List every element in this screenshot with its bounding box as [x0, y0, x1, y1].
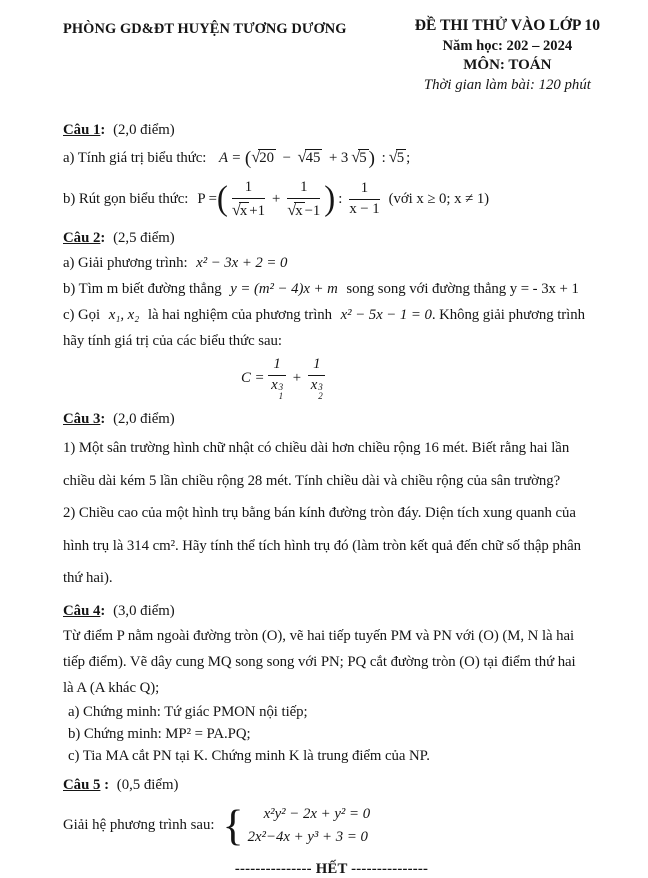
- sqrt-sign: √: [251, 147, 261, 167]
- close-paren: ): [368, 148, 375, 170]
- radicand: x: [295, 202, 303, 219]
- radicand: x: [239, 202, 248, 219]
- q5-heading: [63, 774, 600, 796]
- exam-header-block: [415, 16, 600, 95]
- q4-item-c: c) Tia MA cắt PN tại K. Chứng minh K là trung điểm của NP.: [68, 748, 430, 765]
- var-x: x: [271, 376, 278, 393]
- fraction-2: [287, 179, 320, 221]
- q3-part1-line2: chiều dài kém 5 lần chiều rộng 28 mét. Tính chiều dài và chiều rộng của sân trường?: [63, 472, 561, 489]
- department-name: PHÒNG GD&ĐT HUYỆN TƯƠNG DƯƠNG: [63, 21, 347, 37]
- q1a-line: [63, 144, 600, 173]
- den-tail: −1: [304, 202, 321, 219]
- numerator: 1: [287, 179, 320, 199]
- divide-colon: :: [381, 150, 386, 167]
- q2a-prompt: a) Giải phương trình:: [63, 255, 188, 272]
- c-lhs: C =: [241, 369, 265, 386]
- q4-heading: [63, 600, 600, 622]
- q3-colon: :: [100, 410, 106, 427]
- q4-item-b: b) Chứng minh: MP² = PA.PQ;: [68, 725, 251, 742]
- q2b-equation: y = (m² − 4)x + m: [230, 281, 338, 298]
- equation-system: [248, 803, 371, 849]
- q2b-line: [63, 278, 600, 301]
- sqrt-sign: √: [297, 147, 307, 167]
- q2b-pre: b) Tìm m biết đường thẳng: [63, 281, 222, 298]
- plus-op: +: [292, 369, 302, 386]
- q1b-prompt: b) Rút gọn biểu thức:: [63, 191, 189, 208]
- big-open-paren: (: [216, 180, 228, 218]
- numerator: 1: [268, 356, 285, 376]
- q2a-line: [63, 252, 600, 275]
- fraction-x2: [308, 356, 325, 401]
- denominator: [232, 199, 265, 221]
- q5-system-line: [63, 803, 600, 849]
- radicand: 5: [359, 150, 367, 167]
- duration-line: Thời gian làm bài: 120 phút: [423, 76, 591, 93]
- q2c-line1: [63, 304, 600, 327]
- index: 2: [318, 391, 323, 402]
- minus-op: −: [282, 150, 291, 167]
- sqrt-sign: √: [351, 147, 361, 167]
- q3-part2-line2: hình trụ là 314 cm². Hãy tính thể tích hình trụ đó (làm tròn kết quả đến chữ số thập phân: [63, 537, 581, 554]
- q4-label: Câu 4: [63, 602, 101, 619]
- q4-intro-line2: tiếp điểm). Vẽ dây cung MQ song song với PN; PQ cắt đường tròn (O) tại điểm thứ hai: [63, 653, 576, 670]
- q4-colon: :: [100, 602, 106, 619]
- plus-op: +: [271, 191, 281, 208]
- school-year: Năm học: 202 – 2024: [442, 37, 573, 54]
- q3-part2-line1: 2) Chiều cao của một hình trụ bằng bán kính đường tròn đáy. Diện tích xung quanh của: [63, 505, 576, 522]
- q2c-post: . Không giải phương trình: [431, 307, 585, 324]
- denominator: [271, 376, 283, 401]
- q3-points: (2,0 điểm): [113, 410, 175, 427]
- q5-colon: :: [100, 776, 110, 793]
- q1b-lhs: P =: [197, 191, 217, 208]
- semicolon: ;: [406, 150, 411, 167]
- q4-points: (3,0 điểm): [113, 602, 175, 619]
- q5-label: Câu 5: [63, 776, 101, 793]
- numerator: 1: [308, 356, 325, 376]
- fraction-1: [232, 179, 265, 221]
- q2c-equation: x² − 5x − 1 = 0: [340, 307, 432, 324]
- plus-op: + 3: [328, 150, 349, 167]
- sup-sub-stack: [279, 383, 283, 402]
- radicand: 5: [396, 150, 405, 167]
- divide-colon: :: [338, 191, 343, 208]
- q1b-condition: (với x ≥ 0; x ≠ 1): [388, 191, 490, 208]
- exponent: 3: [318, 381, 323, 392]
- system-eq-2: 2x²−4x + y³ + 3 = 0: [247, 828, 368, 845]
- q2c-roots: x₁, x₂: [108, 307, 140, 324]
- open-paren: (: [244, 148, 252, 170]
- q4-intro-line3: là A (A khác Q);: [63, 679, 160, 696]
- sqrt-sign: √: [388, 147, 398, 167]
- q4-intro-line1: Từ điểm P nằm ngoài đường tròn (O), vẽ hai tiếp tuyến PM và PN với (O) (M, N là hai: [63, 627, 575, 644]
- numerator: 1: [232, 179, 265, 199]
- radicand: 45: [305, 150, 321, 167]
- system-eq-1: x²y² − 2x + y² = 0: [263, 805, 371, 822]
- q2c-pre: c) Gọi: [63, 307, 101, 324]
- q1-label: Câu 1: [63, 122, 101, 139]
- exam-title: ĐỀ THI THỬ VÀO LỚP 10: [414, 17, 600, 34]
- q2c-formula-C: [241, 356, 600, 401]
- sqrt-45: [297, 147, 323, 167]
- document-header: [63, 16, 600, 95]
- denominator: [287, 199, 320, 221]
- q2c-mid: là hai nghiệm của phương trình: [147, 307, 332, 324]
- end-of-exam-marker: --------------- HẾT ---------------: [234, 860, 429, 877]
- q5-points: (0,5 điểm): [116, 776, 179, 793]
- q1b-line: [63, 179, 600, 221]
- sqrt-5: [388, 147, 406, 167]
- numerator: 1: [349, 180, 379, 200]
- q4-item-a: a) Chứng minh: Tứ giác PMON nội tiếp;: [68, 703, 308, 720]
- fraction-3: [349, 180, 379, 219]
- q2-points: (2,5 điểm): [113, 230, 175, 247]
- denominator: [311, 376, 323, 401]
- system-brace: {: [222, 801, 244, 850]
- index: 1: [278, 391, 284, 402]
- q3-label: Câu 3: [63, 410, 101, 427]
- q5-prompt: Giải hệ phương trình sau:: [63, 817, 215, 834]
- q2c-line2: hãy tính giá trị của các biểu thức sau:: [63, 333, 282, 350]
- q1a-lhs: A =: [218, 150, 242, 167]
- q3-part2-line3: thứ hai).: [63, 570, 113, 587]
- q2-label: Câu 2: [63, 230, 101, 247]
- q2a-equation: x² − 3x + 2 = 0: [196, 255, 288, 272]
- q3-part1-line1: 1) Một sân trường hình chữ nhật có chiều dài hơn chiều rộng 16 mét. Biết rằng hai lần: [63, 439, 570, 456]
- q2-colon: :: [100, 230, 106, 247]
- denominator: x − 1: [349, 201, 380, 218]
- den-tail: +1: [249, 202, 265, 219]
- q1-heading: [63, 119, 600, 141]
- sqrt-20: [251, 147, 276, 167]
- var-x: x: [310, 376, 318, 393]
- q1-colon: :: [100, 122, 106, 139]
- big-close-paren: ): [324, 180, 336, 218]
- q2b-post: song song với đường thẳng y = - 3x + 1: [346, 281, 579, 298]
- fraction-x1: [268, 356, 285, 401]
- exponent: 3: [278, 381, 284, 392]
- q3-heading: [63, 408, 600, 430]
- subject-line: MÔN: TOÁN: [463, 56, 552, 73]
- radicand: 20: [259, 150, 274, 167]
- q2-heading: [63, 227, 600, 249]
- sqrt-sign: √: [287, 199, 297, 219]
- q1a-prompt: a) Tính giá trị biểu thức:: [63, 150, 207, 167]
- sup-sub-stack: [318, 383, 322, 402]
- sqrt-sign: √: [231, 199, 241, 219]
- sqrt-5: [351, 147, 368, 167]
- q1-points: (2,0 điểm): [113, 122, 175, 139]
